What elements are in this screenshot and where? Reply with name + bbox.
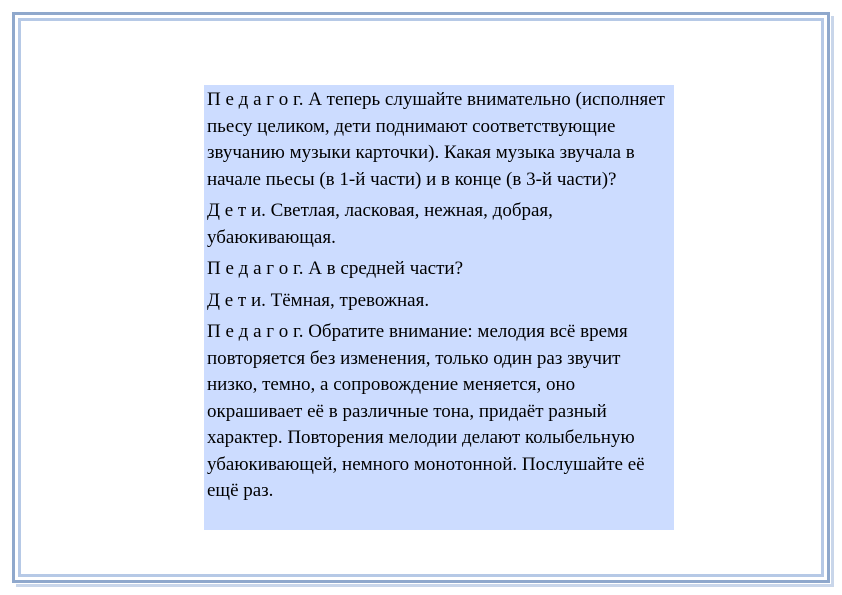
speaker-label: П е д а г о г. bbox=[207, 258, 304, 279]
speaker-label: П е д а г о г. bbox=[207, 321, 304, 342]
dialogue-textbox bbox=[204, 85, 674, 530]
speech-text: А теперь слушайте внимательно (исполняет пьесу целиком, дети поднимают соответствующие звучанию музыки карточки). Какая музыка звучала в начале пьесы (в 1-й части) и в конце (в 3-й части)? bbox=[207, 89, 665, 190]
dialogue-paragraph-children-2 bbox=[207, 288, 670, 315]
speaker-label: П е д а г о г. bbox=[207, 89, 304, 110]
dialogue-paragraph-children-1 bbox=[207, 198, 670, 251]
dialogue-paragraph-teacher-2 bbox=[207, 256, 670, 283]
speaker-label: Д е т и. bbox=[207, 200, 266, 221]
speech-text: Обратите внимание: мелодия всё время повторяется без изменения, только один раз звучит низко, темно, а сопровождение меняется, оно окрашивает её в различные тона, придаёт разный характер. Повторения мелодии делают колыбельную убаюкивающей, немного монотонной. Послушайте её ещё раз. bbox=[207, 321, 645, 501]
speech-text: Светлая, ласковая, нежная, добрая, убаюкивающая. bbox=[207, 200, 553, 248]
speech-text: Тёмная, тревожная. bbox=[270, 289, 430, 311]
dialogue-paragraph-teacher-1 bbox=[207, 87, 670, 193]
speaker-label: Д е т и. bbox=[207, 289, 266, 311]
speech-text: А в средней части? bbox=[308, 258, 464, 279]
dialogue-paragraph-teacher-3 bbox=[207, 319, 670, 505]
